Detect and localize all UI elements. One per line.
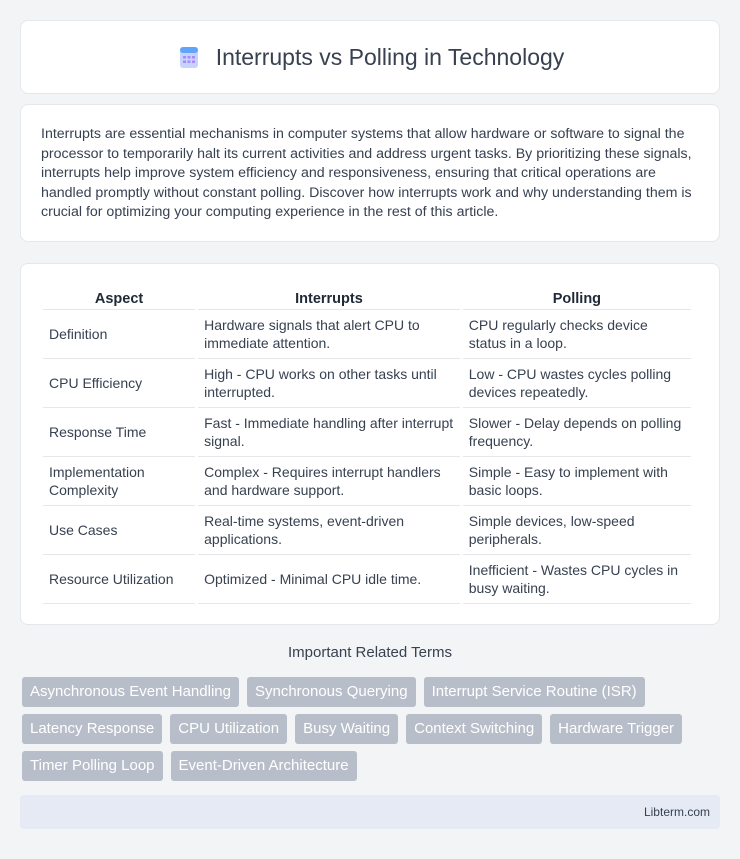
table-row xyxy=(43,408,691,457)
related-term-tag[interactable]: Busy Waiting xyxy=(295,714,398,744)
cell-interrupts: Fast - Immediate handling after interrupt signal. xyxy=(198,408,460,457)
cell-polling: Simple - Easy to implement with basic loops. xyxy=(463,457,691,506)
page-title: Interrupts vs Polling in Technology xyxy=(215,43,565,70)
book-icon xyxy=(176,44,202,70)
table-row xyxy=(43,310,691,359)
footer xyxy=(20,795,720,829)
cell-interrupts: Hardware signals that alert CPU to immediate attention. xyxy=(198,310,460,359)
cell-interrupts: High - CPU works on other tasks until interrupted. xyxy=(198,359,460,408)
comparison-table xyxy=(40,284,694,604)
cell-interrupts: Real-time systems, event-driven applications. xyxy=(198,506,460,555)
related-term-tag[interactable]: CPU Utilization xyxy=(170,714,287,744)
intro-text: Interrupts are essential mechanisms in computer systems that allow hardware or software to signal the processor to temporarily halt its current activities and address urgent tasks. By prioritizing these signals, interrupts help improve system efficiency and responsiveness, ensuring that critical operations are handled promptly without constant polling. Discover how interrupts work and why understanding them is crucial for optimizing your computing experience in the rest of this article. xyxy=(41,126,692,221)
related-terms-list xyxy=(22,677,722,781)
cell-interrupts: Optimized - Minimal CPU idle time. xyxy=(198,555,460,604)
footer-link[interactable]: Libterm.com xyxy=(643,805,710,819)
cell-polling: CPU regularly checks device status in a loop. xyxy=(463,310,691,359)
cell-aspect: Implementation Complexity xyxy=(43,457,195,506)
related-term-tag[interactable]: Asynchronous Event Handling xyxy=(22,677,239,707)
table-row xyxy=(43,555,691,604)
cell-interrupts: Complex - Requires interrupt handlers and hardware support. xyxy=(198,457,460,506)
related-term-tag[interactable]: Context Switching xyxy=(406,714,542,744)
intro-card xyxy=(20,104,720,242)
cell-polling: Inefficient - Wastes CPU cycles in busy waiting. xyxy=(463,555,691,604)
title-card xyxy=(20,20,720,94)
header-polling: Polling xyxy=(463,284,691,310)
related-term-tag[interactable]: Event-Driven Architecture xyxy=(171,751,357,781)
cell-aspect: CPU Efficiency xyxy=(43,359,195,408)
related-term-tag[interactable]: Interrupt Service Routine (ISR) xyxy=(424,677,645,707)
cell-polling: Slower - Delay depends on polling frequency. xyxy=(463,408,691,457)
table-row xyxy=(43,457,691,506)
table-row xyxy=(43,359,691,408)
table-row xyxy=(43,506,691,555)
header-aspect: Aspect xyxy=(43,284,195,310)
header-interrupts: Interrupts xyxy=(198,284,460,310)
related-term-tag[interactable]: Timer Polling Loop xyxy=(22,751,163,781)
cell-aspect: Resource Utilization xyxy=(43,555,195,604)
related-term-tag[interactable]: Latency Response xyxy=(22,714,162,744)
related-term-tag[interactable]: Hardware Trigger xyxy=(550,714,682,744)
cell-polling: Low - CPU wastes cycles polling devices repeatedly. xyxy=(463,359,691,408)
related-term-tag[interactable]: Synchronous Querying xyxy=(247,677,416,707)
cell-aspect: Definition xyxy=(43,310,195,359)
comparison-card xyxy=(20,263,720,625)
table-header-row xyxy=(43,284,691,310)
related-terms-title: Important Related Terms xyxy=(288,644,452,661)
cell-polling: Simple devices, low-speed peripherals. xyxy=(463,506,691,555)
cell-aspect: Use Cases xyxy=(43,506,195,555)
cell-aspect: Response Time xyxy=(43,408,195,457)
